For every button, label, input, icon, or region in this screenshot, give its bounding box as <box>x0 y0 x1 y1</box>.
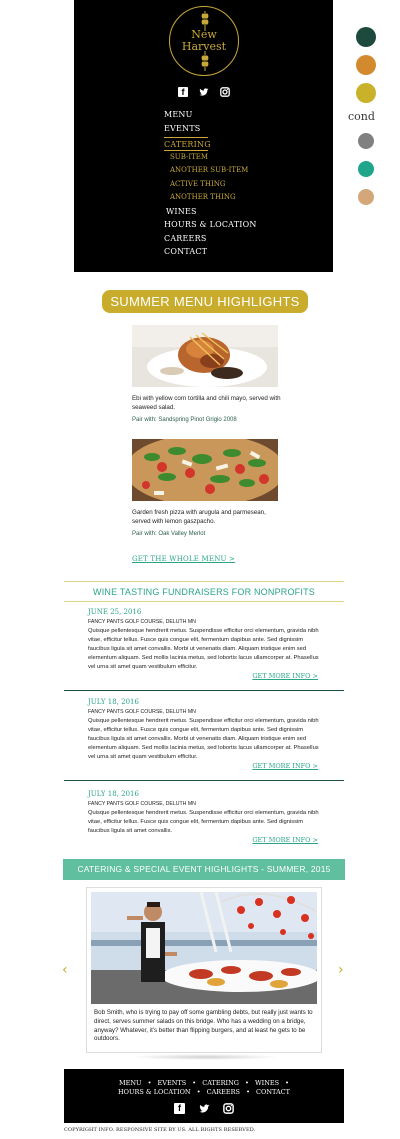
nav-subitem-sub-item[interactable]: SUB-ITEM <box>170 152 209 161</box>
facebook-icon[interactable]: f <box>178 87 188 97</box>
footer-link-catering[interactable]: CATERING <box>202 1079 239 1087</box>
nav-item-menu[interactable]: MENU <box>164 110 193 119</box>
wheat-icon <box>201 51 209 71</box>
dish-caption: Ebi with yellow corn tortilla and chili mayo, served with seaweed salad. <box>132 395 281 411</box>
event-venue: FANCY PANTS GOLF COURSE, DELUTH MN <box>88 801 196 807</box>
nav-item-wines[interactable]: WINES <box>166 206 197 216</box>
wine-tasting-title: WINE TASTING FUNDRAISERS FOR NONPROFITS <box>64 581 344 602</box>
event-divider <box>64 690 344 691</box>
footer-nav-row-1 <box>64 1079 344 1087</box>
nav-item-catering[interactable]: CATERING <box>164 137 208 151</box>
arugula-pizza-photo <box>132 439 278 501</box>
footer-nav-row-2 <box>64 1088 344 1096</box>
new-harvest-logo[interactable] <box>169 6 239 76</box>
footer-separator: • <box>285 1079 290 1087</box>
nav-item-careers[interactable]: CAREERS <box>164 233 207 243</box>
footer-link-wines[interactable]: WINES <box>254 1079 280 1087</box>
event-venue: FANCY PANTS GOLF COURSE, DELUTH MN <box>88 619 196 625</box>
facebook-icon[interactable]: f <box>174 1103 185 1114</box>
event-item <box>88 608 322 684</box>
footer-link-hours-location[interactable]: HOURS & LOCATION <box>117 1088 191 1096</box>
nav-subitem-another-sub-item[interactable]: ANOTHER SUB-ITEM <box>170 166 249 174</box>
event-description: Quisque pellentesque hendrerit metus. Suspendisse efficitur orci elementum, gravida nibh vitae, efficitur tellus. Fusce quis congue elit, fermentum dapibus ante. Sed dignissim faucibus ligula sit amet convallis. Morbi ut venenatis diam. Aliquam tristique enim sed elementum aliquam. Sed mollis lacinia metus, sed lobortis lacus ullamcorper at. Phasellus vel urna sit amet quam vestibulum efficitur. <box>88 718 319 760</box>
wine-pairing: Pair with: Sandspring Pinot Grigio 2008 <box>132 417 237 423</box>
color-swatch-teal <box>358 161 374 177</box>
event-item <box>88 790 322 846</box>
logo-line-2: Harvest <box>181 40 227 53</box>
footer-link-contact[interactable]: CONTACT <box>256 1088 290 1096</box>
get-whole-menu-link[interactable]: GET THE WHOLE MENU > <box>132 555 236 563</box>
footer-link-events[interactable]: EVENTS <box>157 1079 187 1087</box>
footer-link-menu[interactable]: MENU <box>118 1079 142 1087</box>
logo-line-1: New <box>191 28 217 41</box>
palette-label: cond <box>348 110 375 123</box>
event-divider <box>64 780 344 781</box>
twitter-icon[interactable] <box>199 87 209 97</box>
color-swatch-gold <box>356 83 376 103</box>
instagram-icon[interactable] <box>223 1103 234 1114</box>
get-more-info-link[interactable]: GET MORE INFO > <box>252 672 318 680</box>
footer-separator: • <box>192 1079 197 1087</box>
footer-separator: • <box>245 1079 249 1087</box>
event-description: Quisque pellentesque hendrerit metus. Suspendisse efficitur orci elementum, gravida nibh vitae, efficitur tellus. Fusce quis congue elit, fermentum dapibus ante. Sed dignissim faucibus ligula sit amet convallis. Morbi ut venenatis diam. Aliquam tristique enim sed elementum aliquam. Sed mollis lacinia metus, sed lobortis lacus ullamcorper at. Phasellus vel urna sit amet quam vestibulum efficitur. <box>88 628 319 670</box>
nav-item-hours-location[interactable]: HOURS & LOCATION <box>164 220 257 229</box>
copyright-text: COPYRIGHT INFO. RESPONSIVE SITE BY US. ALL RIGHTS RESERVED. <box>64 1127 256 1133</box>
nav-subitem-another-thing[interactable]: ANOTHER THING <box>170 193 236 201</box>
event-date: JUNE 25, 2016 <box>88 608 142 616</box>
summer-menu-title: SUMMER MENU HIGHLIGHTS <box>102 290 308 313</box>
bridge-buffet-photo <box>91 892 317 1004</box>
footer-separator: • <box>147 1079 152 1087</box>
footer-separator: • <box>246 1088 250 1096</box>
carousel-prev-arrow[interactable]: ‹ <box>62 962 68 978</box>
slide-shadow <box>130 1054 280 1060</box>
nav-item-contact[interactable]: CONTACT <box>164 247 208 256</box>
get-more-info-link[interactable]: GET MORE INFO > <box>252 836 318 844</box>
shrimp-tortilla-photo <box>132 325 278 387</box>
header-social-links <box>178 87 230 99</box>
color-swatch-orange <box>356 55 376 75</box>
get-more-info-link[interactable]: GET MORE INFO > <box>252 762 318 770</box>
twitter-icon[interactable] <box>199 1103 210 1114</box>
instagram-icon[interactable] <box>220 87 230 97</box>
wine-pairing: Pair with: Oak Valley Merlot <box>132 531 206 537</box>
event-item <box>88 698 322 774</box>
carousel-next-arrow[interactable]: › <box>338 962 344 978</box>
nav-subitem-active-thing[interactable]: ACTIVE THING <box>170 179 226 188</box>
footer-link-careers[interactable]: CAREERS <box>206 1088 241 1096</box>
dish-caption: Garden fresh pizza with arugula and parmesean, served with lemon gaszpacho. <box>132 509 266 525</box>
nav-item-events[interactable]: EVENTS <box>164 123 201 133</box>
site-footer <box>64 1069 344 1123</box>
event-date: JULY 18, 2016 <box>88 698 139 706</box>
footer-social-links <box>174 1103 234 1115</box>
color-swatch-dark-green <box>356 27 376 47</box>
footer-separator: • <box>196 1088 201 1096</box>
event-venue: FANCY PANTS GOLF COURSE, DELUTH MN <box>88 709 196 715</box>
event-date: JULY 18, 2016 <box>88 790 139 798</box>
carousel-slide <box>86 887 322 1053</box>
color-swatch-tan <box>358 189 374 205</box>
site-header <box>74 0 333 272</box>
main-nav <box>164 108 324 259</box>
slide-caption: Bob Smith, who is trying to pay off some gambling debts, but really just wants to direct, serves summer salads on this bridge. Who has a wedding on a bridge, anyway? Whatever, it's better than flipping burgers, and at least he gets to be outdoors. <box>94 1009 313 1043</box>
catering-highlights-title: CATERING & SPECIAL EVENT HIGHLIGHTS - SUMMER, 2015 <box>63 859 345 880</box>
color-swatch-gray <box>358 133 374 149</box>
event-description: Quisque pellentesque hendrerit metus. Suspendisse efficitur orci elementum, gravida nibh vitae, efficitur tellus. Fusce quis congue elit, fermentum dapibus ante. Sed dignissim faucibus ligula sit amet convallis. <box>88 810 319 834</box>
